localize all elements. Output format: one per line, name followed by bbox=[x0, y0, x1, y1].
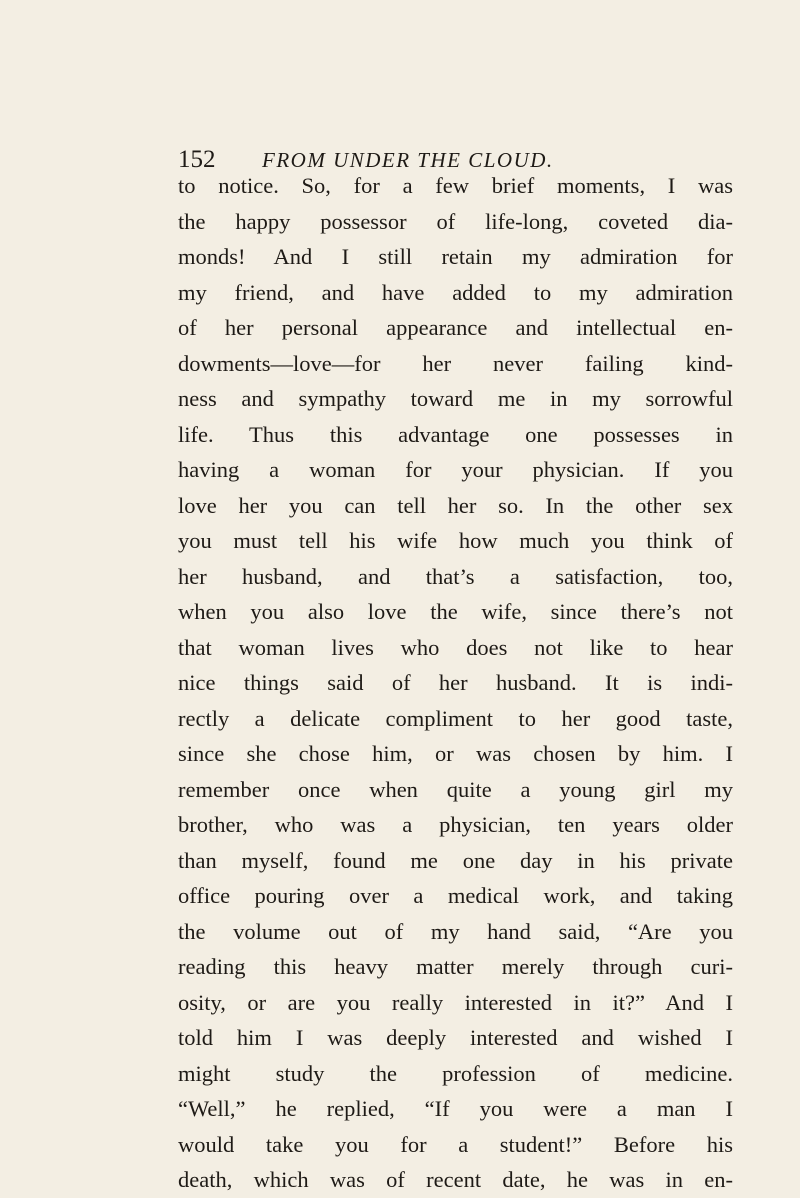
text-line: my friend, and have added to my admiration bbox=[178, 279, 733, 305]
text-line: since she chose him, or was chosen by him. I bbox=[178, 741, 733, 766]
text-line: the happy possessor of life-long, coveted dia- bbox=[178, 208, 733, 234]
text-line: when you also love the wife, since there’s not bbox=[178, 599, 733, 624]
page-number: 152 bbox=[178, 146, 216, 173]
text-line: reading this heavy matter merely through curi- bbox=[178, 954, 733, 979]
text-line: office pouring over a medical work, and taking bbox=[178, 883, 733, 908]
text-line: told him I was deeply interested and wished I bbox=[178, 1025, 733, 1050]
text-line: dowments—love—for her never failing kind- bbox=[178, 350, 733, 376]
text-line: that woman lives who does not like to hear bbox=[178, 634, 733, 660]
text-line: would take you for a student!” Before his bbox=[178, 1131, 733, 1157]
text-line: remember once when quite a young girl my bbox=[178, 776, 733, 802]
text-line: “Well,” he replied, “If you were a man I bbox=[178, 1096, 733, 1121]
text-line: ness and sympathy toward me in my sorrowful bbox=[178, 386, 733, 411]
text-line: might study the profession of medicine. bbox=[178, 1060, 733, 1086]
text-line: than myself, found me one day in his private bbox=[178, 847, 733, 873]
text-line: brother, who was a physician, ten years older bbox=[178, 812, 733, 837]
text-line: her husband, and that’s a satisfaction, too, bbox=[178, 563, 733, 589]
text-line: of her personal appearance and intellectual en- bbox=[178, 315, 733, 340]
text-line: the volume out of my hand said, “Are you bbox=[178, 918, 733, 944]
body-text bbox=[178, 168, 733, 1198]
text-line: you must tell his wife how much you think of bbox=[178, 528, 733, 553]
text-line: monds! And I still retain my admiration for bbox=[178, 244, 733, 269]
text-line: love her you can tell her so. In the other sex bbox=[178, 492, 733, 518]
text-line: rectly a delicate compliment to her good taste, bbox=[178, 705, 733, 731]
text-line: osity, or are you really interested in it?” And I bbox=[178, 989, 733, 1015]
text-line: life. Thus this advantage one possesses in bbox=[178, 421, 733, 447]
text-line: death, which was of recent date, he was in en- bbox=[178, 1167, 733, 1192]
text-line: to notice. So, for a few brief moments, I was bbox=[178, 173, 733, 198]
text-line: nice things said of her husband. It is indi- bbox=[178, 670, 733, 695]
running-head: FROM UNDER THE CLOUD. bbox=[262, 148, 554, 172]
text-line: having a woman for your physician. If you bbox=[178, 457, 733, 482]
